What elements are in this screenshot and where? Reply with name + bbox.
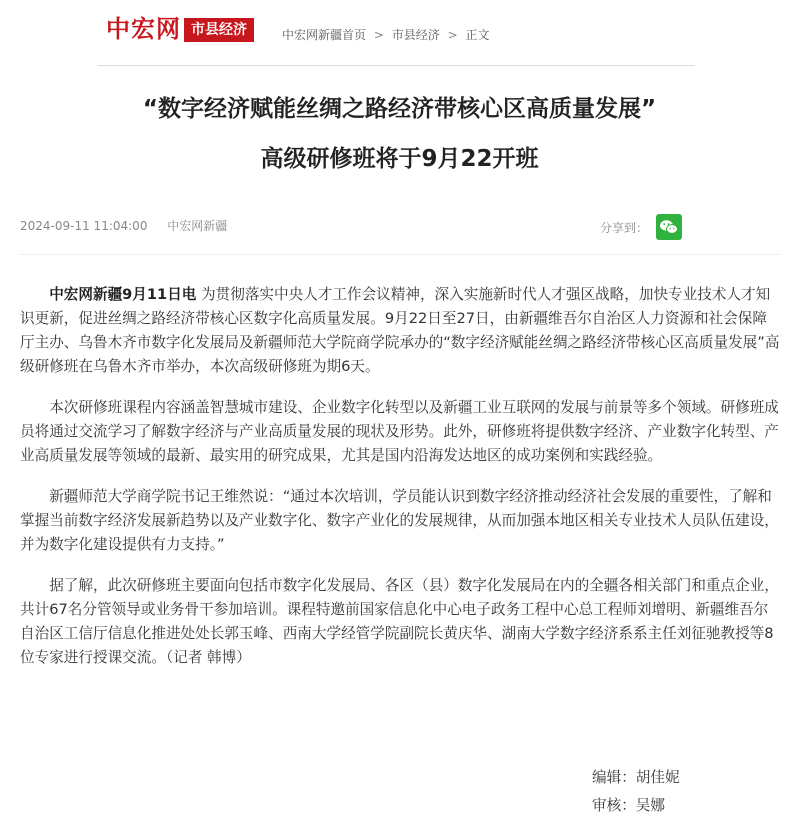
site-header: [0, 0, 799, 66]
article-credits: [592, 764, 680, 820]
article-title-line2: 高级研修班将于9月22开班: [260, 146, 539, 172]
article-paragraph: [20, 283, 780, 379]
article-title: [0, 84, 799, 184]
paragraph-text: 为贯彻落实中央人才工作会议精神，深入实施新时代人才强区战略，加快专业技术人才知识更新，促进丝绸之路经济带核心区数字化高质量发展。9月22日至27日，由新疆维吾尔自治区人力资源和社会保障厅主办、乌鲁木齐市数字化发展局及新疆师范大学院商学院承办的“数字经济赋能丝绸之路经济带核心区高质量发展”高级研修班在乌鲁木齐市举办，本次高级研修班为期6天。: [20, 286, 780, 375]
share-bar: [600, 214, 682, 240]
breadcrumb: [282, 27, 489, 43]
article-paragraph: 本次研修班课程内容涵盖智慧城市建设、企业数字化转型以及新疆工业互联网的发展与前景等多个领域。研修班成员将通过交流学习了解数字经济与产业高质量发展的现状及形势。此外，研修班将提供数字经济、产业数字化转型、产业高质量发展等领域的最新、最实用的研究成果，尤其是国内沿海发达地区的成功案例和实践经验。: [20, 399, 779, 464]
editor-credit: 编辑：胡佳妮: [592, 769, 680, 786]
breadcrumb-separator: >: [447, 28, 458, 42]
article-paragraph: 新疆师范大学商学院书记王维然说：“通过本次培训，学员能认识到数字经济推动经济社会发展的重要性，了解和掌握当前数字经济发展新趋势以及产业数字化、数字产业化的发展规律，从而加强本地区相关专业技术人员队伍建设，并为数字化建设提供有力支持。”: [20, 488, 779, 553]
meta-divider: [20, 254, 780, 255]
breadcrumb-current: 正文: [465, 28, 490, 42]
article-meta: [20, 217, 227, 234]
section-tag[interactable]: 市县经济: [184, 18, 254, 42]
article-body: [20, 283, 780, 687]
header-divider: [98, 65, 695, 66]
breadcrumb-section-link[interactable]: 市县经济: [391, 28, 440, 42]
wechat-icon[interactable]: [656, 214, 682, 240]
article-paragraph: 据了解，此次研修班主要面向包括市数字化发展局、各区（县）数字化发展局在内的全疆各相关部门和重点企业，共计67名分管领导或业务骨干参加培训。课程特邀前国家信息化中心电子政务工程中心总工程师刘增明、新疆维吾尔自治区工信厅信息化推进处处长郭玉峰、西南大学经管学院副院长黄庆华、湖南大学数字经济系系主任刘征驰教授等8位专家进行授课交流。（记者 韩博）: [20, 577, 779, 666]
reviewer-credit: 审核：吴娜: [592, 797, 665, 814]
share-label: 分享到：: [600, 220, 649, 235]
dateline: 中宏网新疆9月11日电: [49, 286, 197, 303]
breadcrumb-separator: >: [373, 28, 384, 42]
article-source: 中宏网新疆: [167, 219, 228, 233]
breadcrumb-home-link[interactable]: 中宏网新疆首页: [282, 28, 367, 42]
site-logo[interactable]: 中宏网: [106, 14, 181, 43]
publish-datetime: 2024-09-11 11:04:00: [20, 219, 148, 233]
article-title-line1: “数字经济赋能丝绸之路经济带核心区高质量发展”: [142, 96, 657, 122]
